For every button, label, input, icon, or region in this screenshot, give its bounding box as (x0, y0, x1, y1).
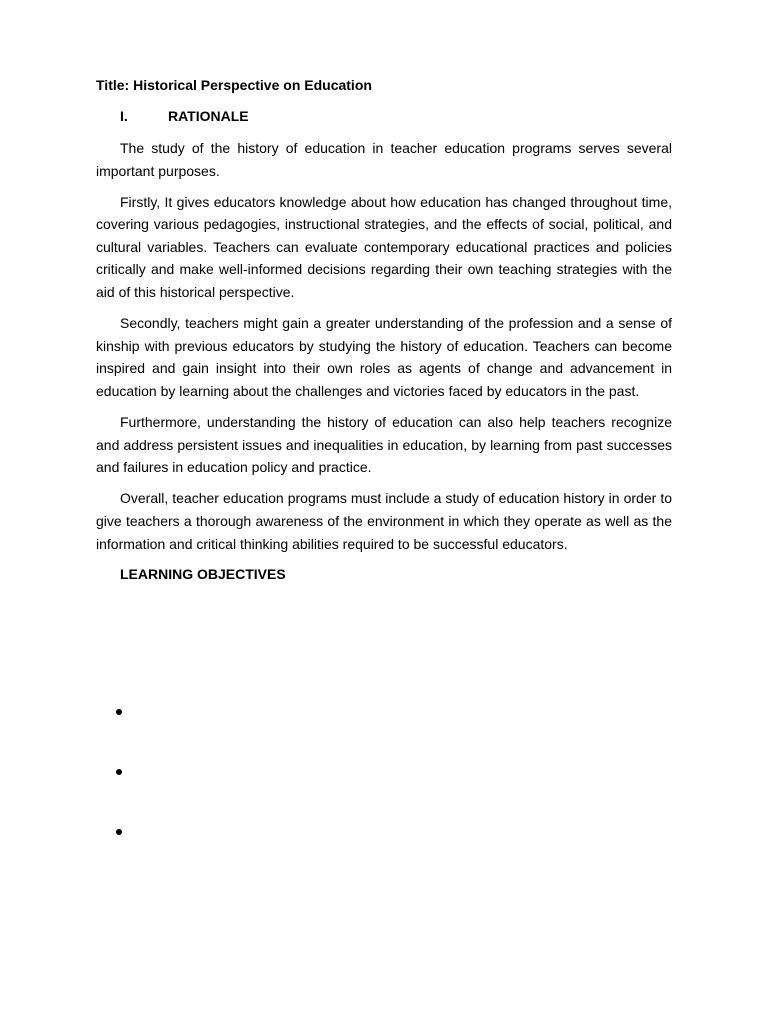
bullet-icon (116, 709, 122, 715)
bullet-icon (116, 829, 122, 835)
section-title: RATIONALE (168, 108, 249, 124)
document-page (96, 75, 672, 584)
document-title: Title: Historical Perspective on Education (96, 77, 372, 93)
paragraph-intro: The study of the history of education in teacher education programs serves several important purposes. (96, 140, 672, 179)
section-number: I. (120, 108, 128, 124)
paragraph-secondly: Secondly, teachers might gain a greater understanding of the profession and a sense of kinship with previous educators by studying the history of education. Teachers can become inspired and gain insight into their own roles as agents of change and advancement in education by learning about the challenges and victories faced by educators in the past. (96, 315, 672, 399)
learning-objectives-heading: LEARNING OBJECTIVES (120, 565, 286, 582)
paragraph-overall: Overall, teacher education programs must include a study of education history in order to give teachers a thorough awareness of the environment in which they operate as well as the information and critical thinking abilities required to be successful educators. (96, 490, 672, 552)
paragraph-firstly: Firstly, It gives educators knowledge about how education has changed throughout time, covering various pedagogies, instructional strategies, and the effects of social, political, and cultural variables. Teachers can evaluate contemporary educational practices and policies critically and make well-informed decisions regarding their own teaching strategies with the aid of this historical perspective. (96, 193, 672, 301)
bullet-icon (116, 769, 122, 775)
section-heading-rationale (96, 106, 672, 126)
paragraph-furthermore: Furthermore, understanding the history of education can also help teachers recognize and address persistent issues and inequalities in education, by learning from past successes and failures in education policy and practice. (96, 414, 672, 476)
